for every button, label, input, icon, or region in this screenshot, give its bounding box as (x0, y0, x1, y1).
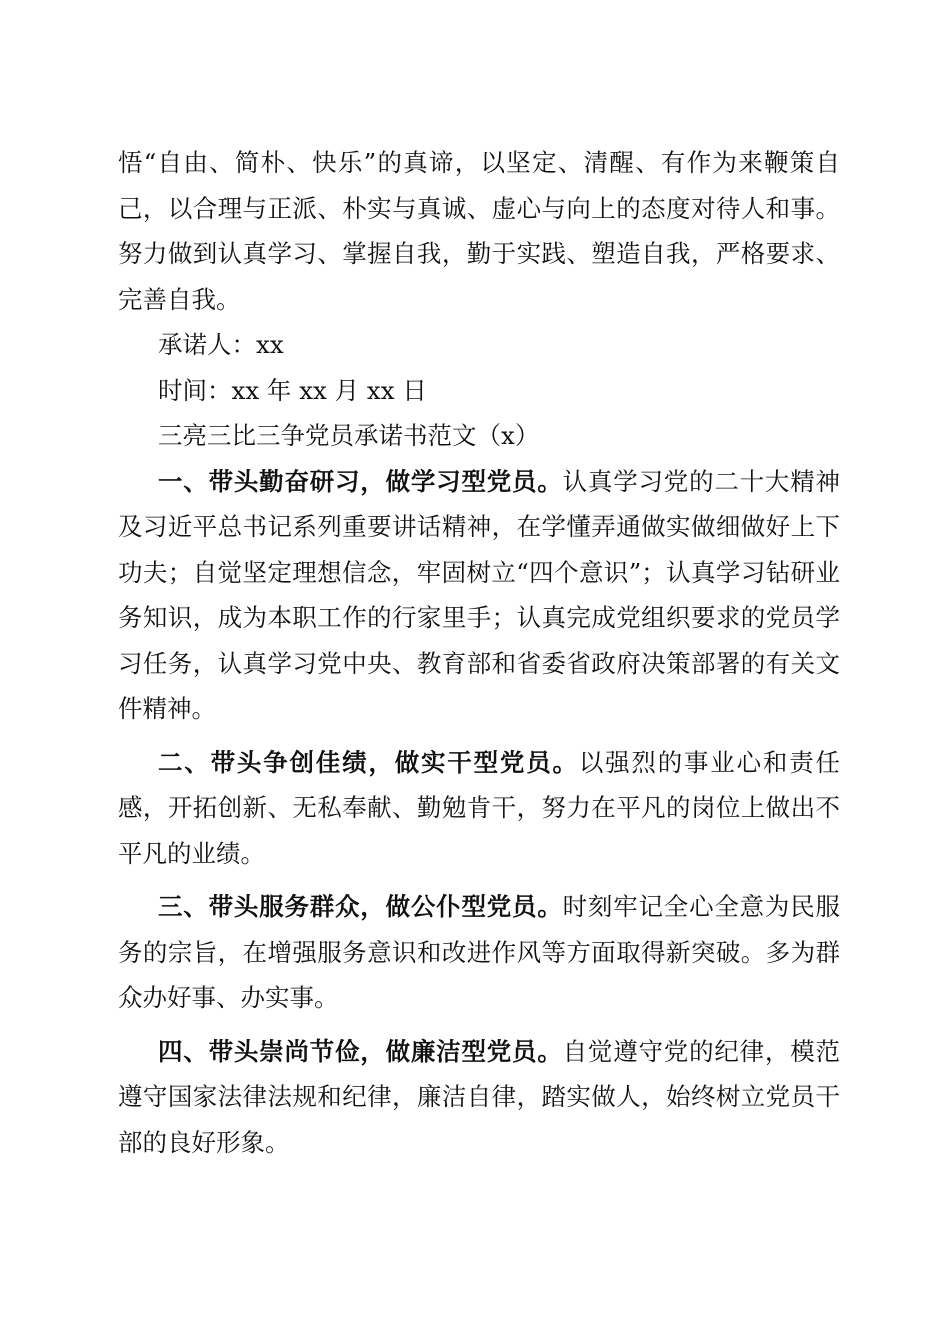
document-subtitle: 三亮三比三争党员承诺书范文（x） (158, 421, 540, 450)
section-1-body: 认真学习党的二十大精神及习近平总书记系列重要讲话精神，在学懂弄通做实做细做好上下功夫；自觉坚定理想信念，牢固树立“四个意识”；认真学习钻研业务知识，成为本职工作的行家里手；认真完成党组织要求的党员学习任务，认真学习党中央、教育部和省委省政府决策部署的有关文件精神。 (118, 466, 841, 723)
section-2-body: 以强烈的事业心和责任感，开拓创新、无私奉献、勤勉肯干，努力在平凡的岗位上做出不平凡的业绩。 (118, 747, 841, 868)
promisor-line: 承诺人：xx (158, 330, 284, 359)
section-3 (118, 884, 840, 1021)
section-4 (118, 1029, 840, 1166)
section-2-heading: 二、带头争创佳绩，做实干型党员。 (158, 747, 579, 777)
section-4-body: 自觉遵守党的纪律，模范遵守国家法律法规和纪律，廉洁自律，踏实做人，始终树立党员干部的良好形象。 (118, 1036, 841, 1157)
section-1-heading: 一、带头勤奋研习，做学习型党员。 (158, 466, 563, 496)
document-body (118, 140, 840, 1165)
section-1 (118, 459, 840, 732)
date-line: 时间：xx 年 xx 月 xx 日 (158, 375, 427, 405)
intro-paragraph: 悟“自由、简朴、快乐”的真谛，以坚定、清醒、有作为来鞭策自己，以合理与正派、朴实与真诚、虚心与向上的态度对待人和事。努力做到认真学习、掌握自我，勤于实践、塑造自我，严格要求、完善自我。 (118, 148, 840, 314)
section-3-heading: 三、带头服务群众，做公仆型党员。 (158, 892, 563, 921)
section-2 (118, 740, 840, 877)
section-3-body: 时刻牢记全心全意为民服务的宗旨，在增强服务意识和改进作风等方面取得新突破。多为群众办好事、办实事。 (118, 892, 841, 1012)
section-4-heading: 四、带头崇尚节俭，做廉洁型党员。 (158, 1036, 563, 1066)
